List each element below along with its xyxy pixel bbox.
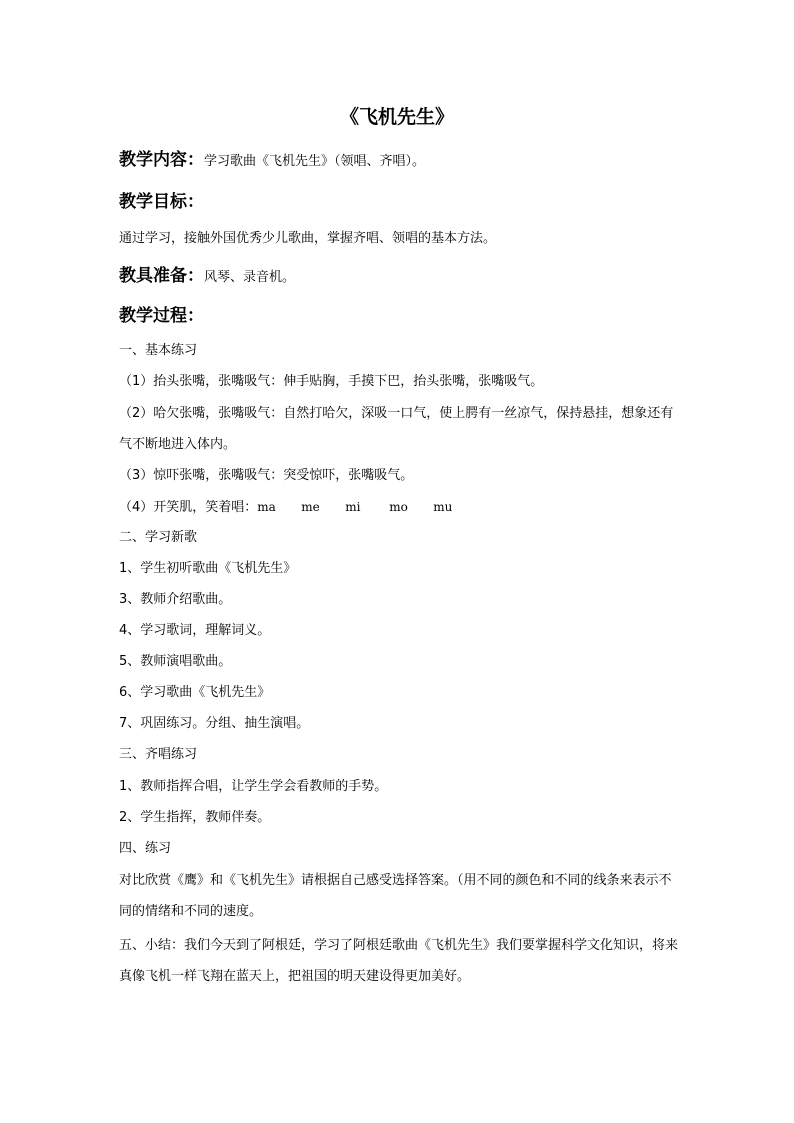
- teaching-prep: [119, 264, 679, 288]
- teaching-content-heading: 教学内容：: [119, 150, 204, 170]
- part2-item: 3、教师介绍歌曲。: [119, 592, 232, 607]
- part2-item: 6、学习歌曲《飞机先生》: [119, 685, 271, 700]
- teaching-content-text: 学习歌曲《飞机先生》（领唱、齐唱）。: [204, 154, 426, 169]
- syllable: ma: [257, 500, 276, 514]
- part1-item-4-label: （4）开笑肌，笑着唱：: [119, 500, 258, 515]
- part1-item-3: （3）惊吓张嘴，张嘴吸气：突受惊吓，张嘴吸气。: [119, 468, 414, 483]
- part1-heading: 一、基本练习: [119, 343, 198, 358]
- syllable: mo: [389, 500, 408, 514]
- teaching-process-heading: [119, 304, 679, 328]
- part2-item: 1、学生初听歌曲《飞机先生》: [119, 561, 297, 576]
- teaching-prep-text: 风琴、录音机。: [204, 270, 296, 285]
- part1-item-1: （1）抬头张嘴，张嘴吸气：伸手贴胸，手摸下巴，抬头张嘴，张嘴吸气。: [119, 374, 544, 389]
- part2-item: 7、巩固练习。分组、抽生演唱。: [119, 716, 310, 731]
- part3-heading: 三、齐唱练习: [119, 747, 198, 762]
- syllable: mu: [433, 500, 453, 514]
- part2-item: 5、教师演唱歌曲。: [119, 654, 232, 669]
- part3-item: 2、学生指挥，教师伴奏。: [119, 810, 271, 825]
- part4-text: 对比欣赏《鹰》和《飞机先生》请根据自己感受选择答案。（用不同的颜色和不同的线条来表示不同的情绪和不同的速度。: [119, 873, 672, 919]
- syllable: mi: [345, 500, 361, 514]
- part5-summary: 五、小结：我们今天到了阿根廷，学习了阿根廷歌曲《飞机先生》我们要掌握科学文化知识，将来真像飞机一样飞翔在蓝天上，把祖国的明天建设得更加美好。: [119, 938, 679, 984]
- part2-heading: 二、学习新歌: [119, 530, 198, 545]
- teaching-goals-text: 通过学习，接触外国优秀少儿歌曲，掌握齐唱、领唱的基本方法。: [119, 231, 497, 246]
- teaching-content: [119, 148, 679, 172]
- part1-item-2: （2）哈欠张嘴，张嘴吸气：自然打哈欠，深吸一口气，使上腭有一丝凉气，保持悬挂，想象还有气不断地进入体内。: [119, 406, 674, 452]
- teaching-goals-heading: [119, 190, 679, 214]
- teaching-goals-heading-text: 教学目标：: [119, 192, 204, 212]
- teaching-process-heading-text: 教学过程：: [119, 306, 204, 326]
- part4-heading: 四、练习: [119, 841, 172, 856]
- part2-item: 4、学习歌词，理解词义。: [119, 623, 271, 638]
- part1-item-4: [119, 497, 679, 518]
- part3-item: 1、教师指挥合唱，让学生学会看教师的手势。: [119, 779, 388, 794]
- teaching-prep-heading: 教具准备：: [119, 266, 204, 286]
- syllable: me: [301, 500, 320, 514]
- page-title: 《飞机先生》: [339, 106, 454, 128]
